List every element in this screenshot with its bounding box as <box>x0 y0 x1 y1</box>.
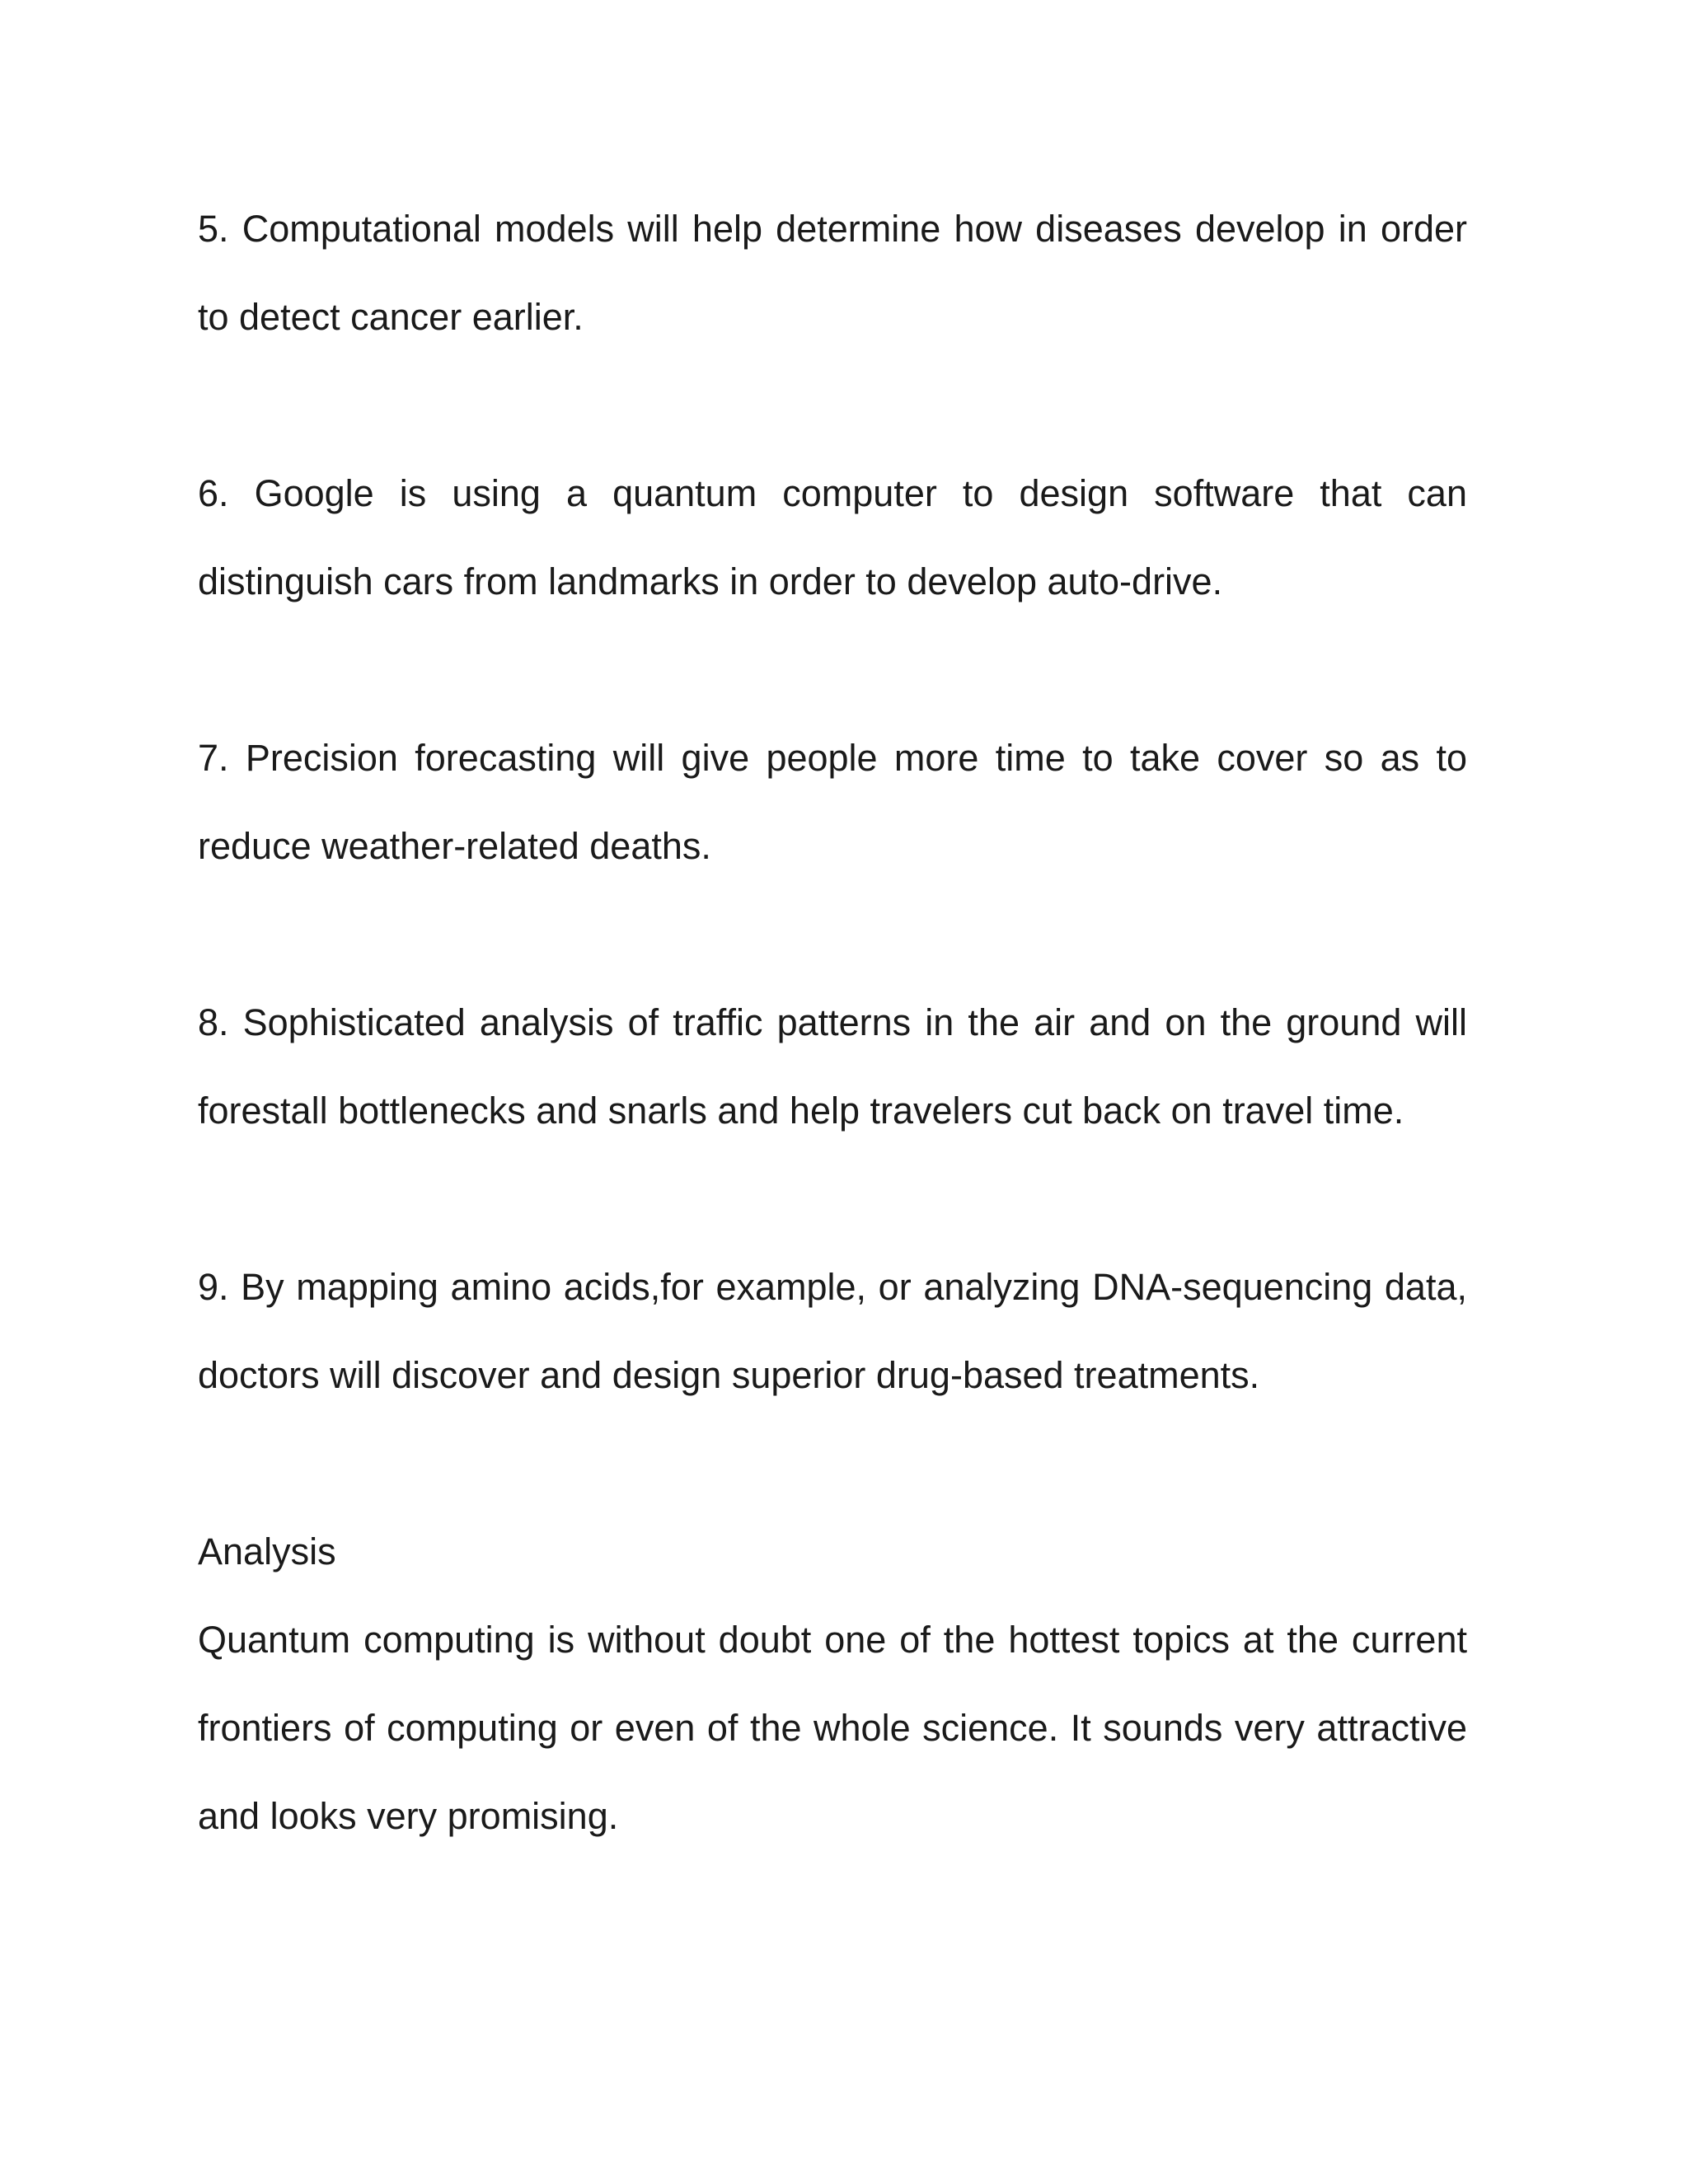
document-body <box>198 185 1467 1860</box>
list-item-5: 5. Computational models will help determine how diseases develop in order to detect cancer earlier. <box>198 208 1467 338</box>
list-item-7: 7. Precision forecasting will give people more time to take cover so as to reduce weather-related deaths. <box>198 737 1467 867</box>
analysis-heading: Analysis <box>198 1530 336 1572</box>
list-item-6: 6. Google is using a quantum computer to design software that can distinguish cars from landmarks in order to develop auto-drive. <box>198 472 1467 602</box>
list-item-8: 8. Sophisticated analysis of traffic patterns in the air and on the ground will forestall bottlenecks and snarls and help travelers cut back on travel time. <box>198 1001 1467 1132</box>
list-item-9: 9. By mapping amino acids,for example, or analyzing DNA-sequencing data, doctors will discover and design superior drug-based treatments. <box>198 1266 1467 1396</box>
analysis-paragraph: Quantum computing is without doubt one of the hottest topics at the current frontiers of computing or even of the whole science. It sounds very attractive and looks very promising. <box>198 1619 1467 1837</box>
